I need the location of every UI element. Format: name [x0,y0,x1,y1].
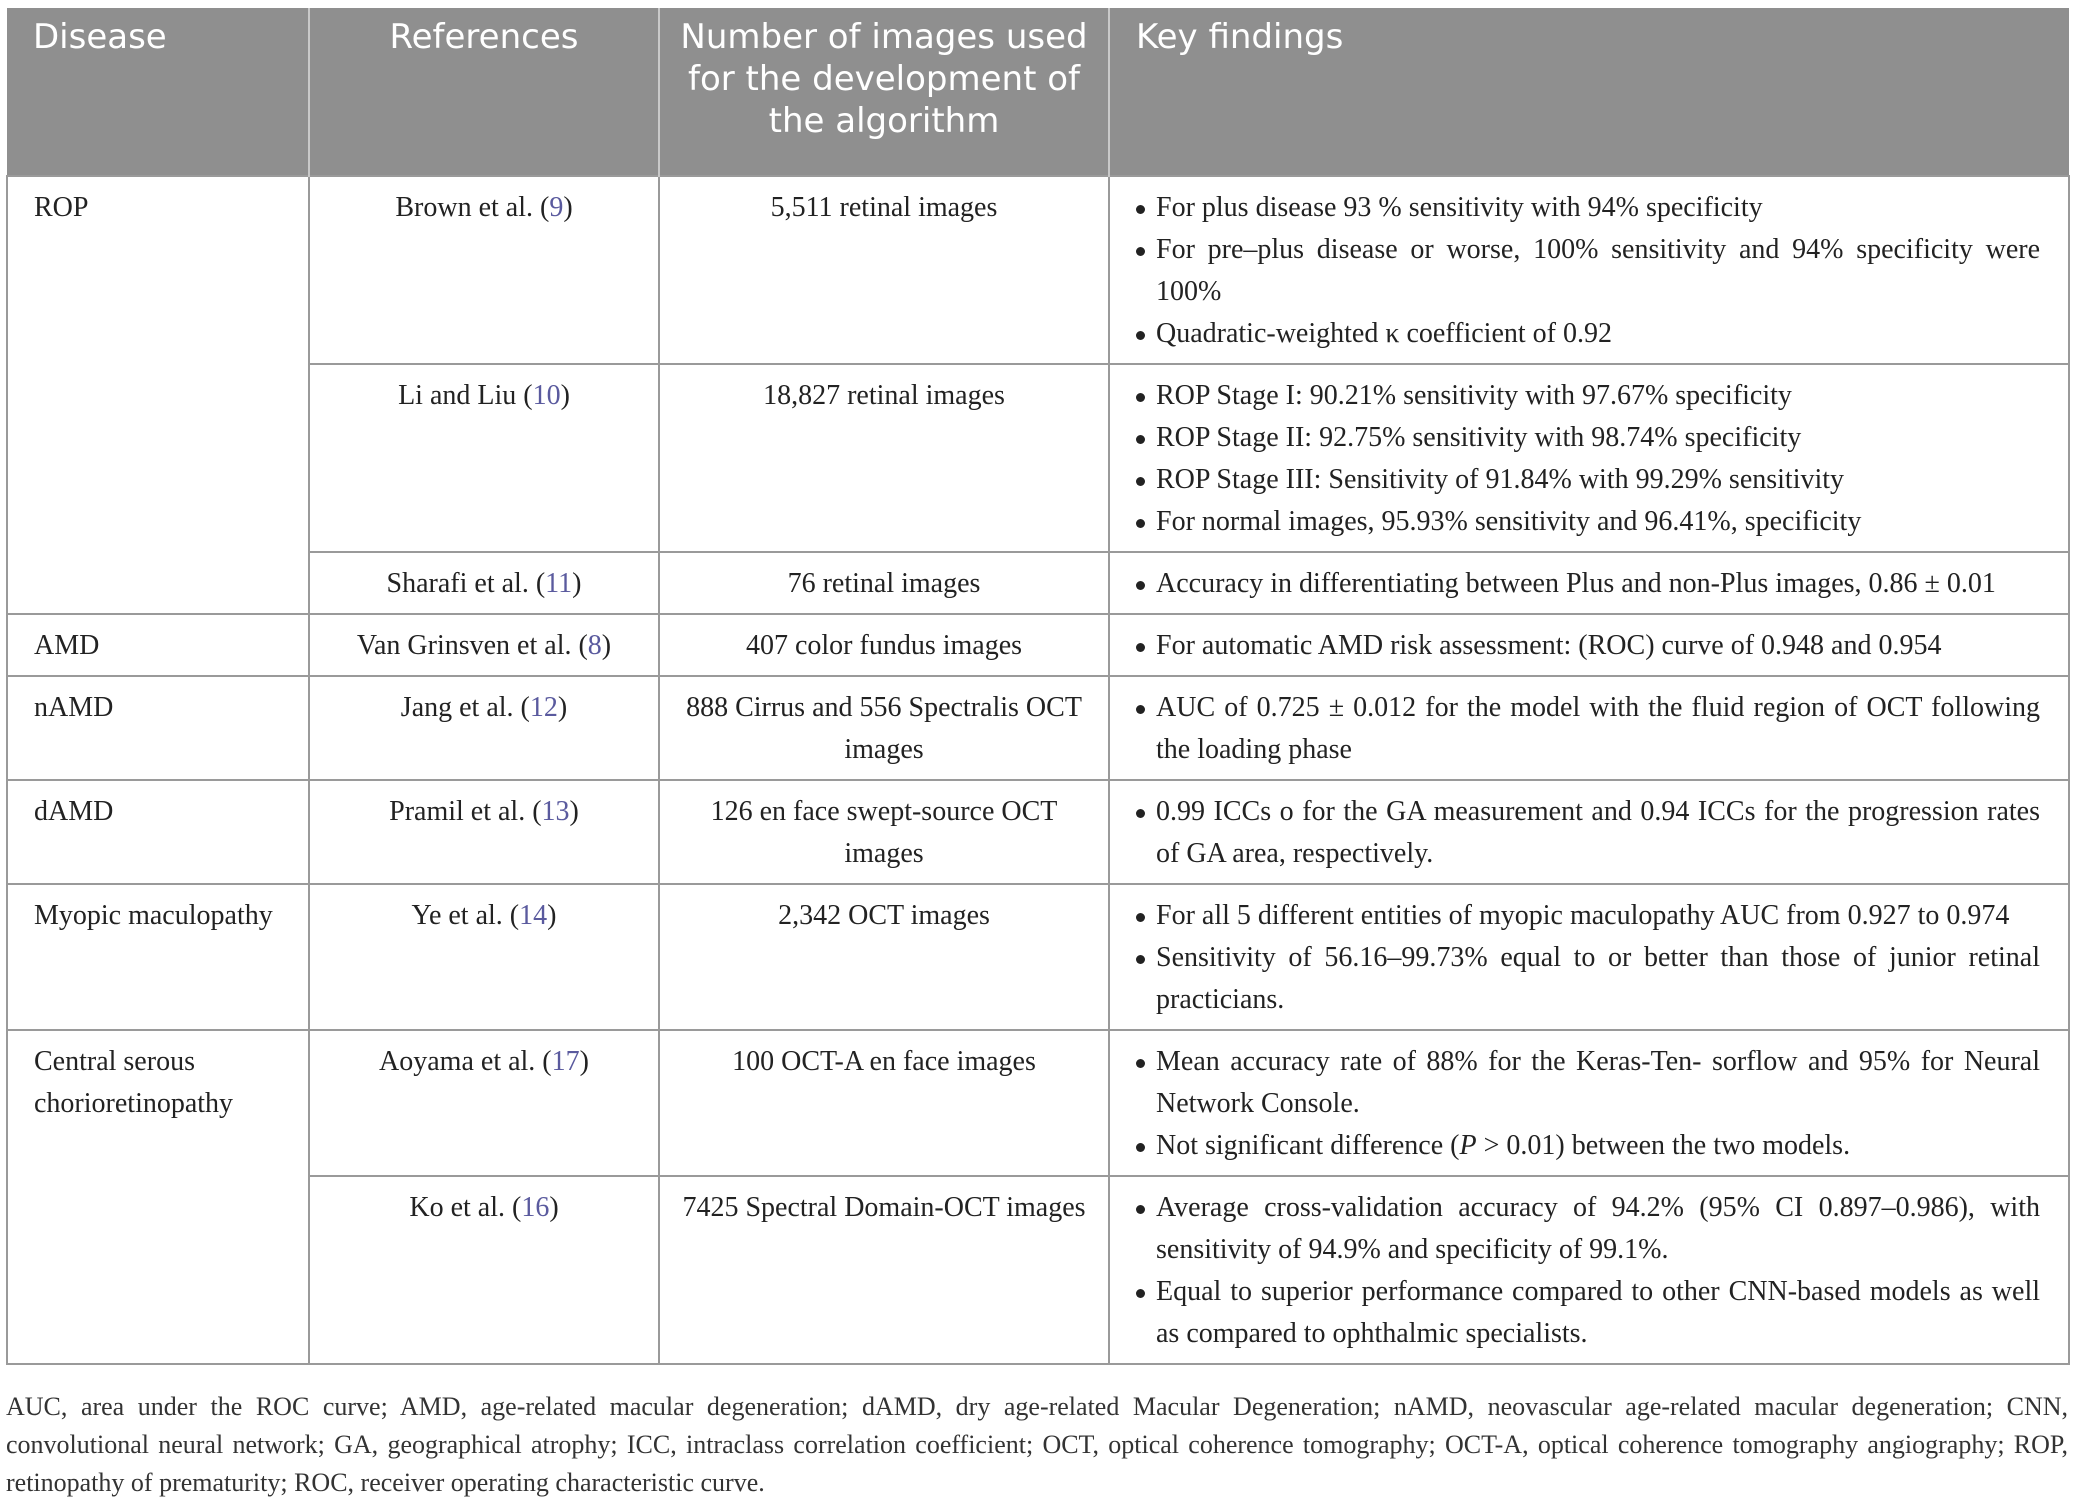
header-disease: Disease [7,8,309,176]
images-cell: 5,511 retinal images [659,176,1109,364]
findings-list [1134,625,2040,667]
p-value-symbol: P [1459,1130,1477,1161]
reference-author: Ye et al. ( [411,900,520,931]
images-cell: 7425 Spectral Domain-OCT images [659,1176,1109,1364]
findings-cell [1109,552,2069,614]
table-row [7,176,2069,364]
reference-link[interactable]: 10 [532,380,561,411]
reference-author: Sharafi et al. ( [386,568,546,599]
reference-cell [309,552,659,614]
header-findings: Key findings [1109,8,2069,176]
reference-close: ) [601,630,612,661]
disease-cell: dAMD [7,780,309,884]
findings-cell [1109,614,2069,676]
findings-list [1134,187,2040,355]
table-row [7,884,2069,1030]
reference-link[interactable]: 17 [551,1046,580,1077]
reference-cell [309,884,659,1030]
finding-item: AUC of 0.725 ± 0.012 for the model with the fluid region of OCT following the loading phase [1134,687,2040,771]
images-cell: 126 en face swept-source OCT images [659,780,1109,884]
images-cell: 76 retinal images [659,552,1109,614]
reference-close: ) [547,900,557,931]
disease-cell: Central serous chorioretinopathy [7,1030,309,1364]
findings-cell [1109,176,2069,364]
reference-author: Aoyama et al. ( [379,1046,552,1077]
findings-cell [1109,780,2069,884]
reference-close: ) [560,380,570,411]
finding-item: ROP Stage III: Sensitivity of 91.84% with 99.29% sensitivity [1134,459,2040,501]
reference-close: ) [569,796,579,827]
reference-link[interactable]: 13 [541,796,570,827]
findings-list [1134,1041,2040,1167]
finding-item: Quadratic-weighted κ coefficient of 0.92 [1134,313,2040,355]
disease-cell: AMD [7,614,309,676]
header-images: Number of images used for the development of the algorithm [659,8,1109,176]
reference-cell [309,1176,659,1364]
finding-item: For plus disease 93 % sensitivity with 94% specificity [1134,187,2040,229]
reference-cell [309,614,659,676]
finding-item: 0.99 ICCs o for the GA measurement and 0.94 ICCs for the progression rates of GA area, respectively. [1134,791,2040,875]
table-row [7,1030,2069,1176]
reference-link[interactable]: 12 [529,692,558,723]
findings-list [1134,791,2040,875]
reference-cell [309,676,659,780]
reference-author: Li and Liu ( [398,380,533,411]
findings-list [1134,375,2040,543]
finding-item: For automatic AMD risk assessment: (ROC) curve of 0.948 and 0.954 [1134,625,2040,667]
table-row [7,552,2069,614]
disease-cell: Myopic maculopathy [7,884,309,1030]
finding-item: Average cross-validation accuracy of 94.2% (95% CI 0.897–0.986), with sensitivity of 94.9% and specificity of 99.1%. [1134,1187,2040,1271]
finding-item: ROP Stage I: 90.21% sensitivity with 97.67% specificity [1134,375,2040,417]
findings-list [1134,895,2040,1021]
reference-cell [309,364,659,552]
reference-link[interactable]: 9 [549,192,564,223]
reference-author: Van Grinsven et al. ( [356,630,588,661]
reference-close: ) [572,568,582,599]
reference-cell [309,176,659,364]
reference-cell [309,780,659,884]
table-row [7,614,2069,676]
finding-item: For normal images, 95.93% sensitivity and 96.41%, specificity [1134,501,2040,543]
images-cell: 2,342 OCT images [659,884,1109,1030]
finding-item: For all 5 different entities of myopic maculopathy AUC from 0.927 to 0.974 [1134,895,2040,937]
table-row [7,676,2069,780]
header-row [7,8,2069,176]
finding-item: For pre–plus disease or worse, 100% sensitivity and 94% specificity were 100% [1134,229,2040,313]
finding-text-post: > 0.01) between the two models. [1476,1130,1851,1161]
images-cell: 18,827 retinal images [659,364,1109,552]
disease-cell: nAMD [7,676,309,780]
reference-close: ) [557,692,568,723]
reference-link[interactable]: 11 [545,568,573,599]
finding-item: Equal to superior performance compared to other CNN-based models as well as compared to ophthalmic specialists. [1134,1271,2040,1355]
reference-link[interactable]: 16 [521,1192,550,1223]
findings-list [1134,687,2040,771]
reference-close: ) [549,1192,559,1223]
images-cell: 407 color fundus images [659,614,1109,676]
reference-author: Ko et al. ( [409,1192,522,1223]
table-row [7,780,2069,884]
reference-author: Pramil et al. ( [389,796,542,827]
reference-link[interactable]: 14 [519,900,548,931]
table-row [7,364,2069,552]
findings-cell [1109,1030,2069,1176]
reference-close: ) [579,1046,589,1077]
table-row [7,1176,2069,1364]
reference-close: ) [563,192,573,223]
findings-cell [1109,884,2069,1030]
reference-cell [309,1030,659,1176]
findings-list [1134,1187,2040,1355]
findings-cell [1109,1176,2069,1364]
reference-link[interactable]: 8 [587,630,602,661]
reference-author: Jang et al. ( [400,692,530,723]
finding-text-pre: Not significant difference ( [1156,1130,1460,1161]
table-container [6,8,2068,1365]
disease-cell: ROP [7,176,309,614]
table-footnote: AUC, area under the ROC curve; AMD, age-related macular degeneration; dAMD, dry age-related Macular Degeneration; nAMD, neovascular age-related macular degeneration; CNN, convolutional neural network; GA, geographical atrophy; ICC, intraclass correlation coefficient; OCT, optical coherence tomography; OCT-A, optical coherence tomography angiography; ROP, retinopathy of prematurity; ROC, receiver operating characteristic curve. [6,1392,2068,1497]
images-cell: 100 OCT-A en face images [659,1030,1109,1176]
images-cell: 888 Cirrus and 556 Spectralis OCT images [659,676,1109,780]
header-references: References [309,8,659,176]
findings-cell [1109,364,2069,552]
finding-item: Sensitivity of 56.16–99.73% equal to or better than those of junior retinal practicians. [1134,937,2040,1021]
finding-item: Mean accuracy rate of 88% for the Keras-Ten- sorflow and 95% for Neural Network Console. [1134,1041,2040,1125]
findings-list [1134,563,2040,605]
ai-studies-table [6,8,2070,1365]
reference-author: Brown et al. ( [395,192,550,223]
finding-item [1134,1125,2040,1167]
finding-item: Accuracy in differentiating between Plus and non-Plus images, 0.86 ± 0.01 [1134,563,2040,605]
finding-item: ROP Stage II: 92.75% sensitivity with 98.74% specificity [1134,417,2040,459]
findings-cell [1109,676,2069,780]
